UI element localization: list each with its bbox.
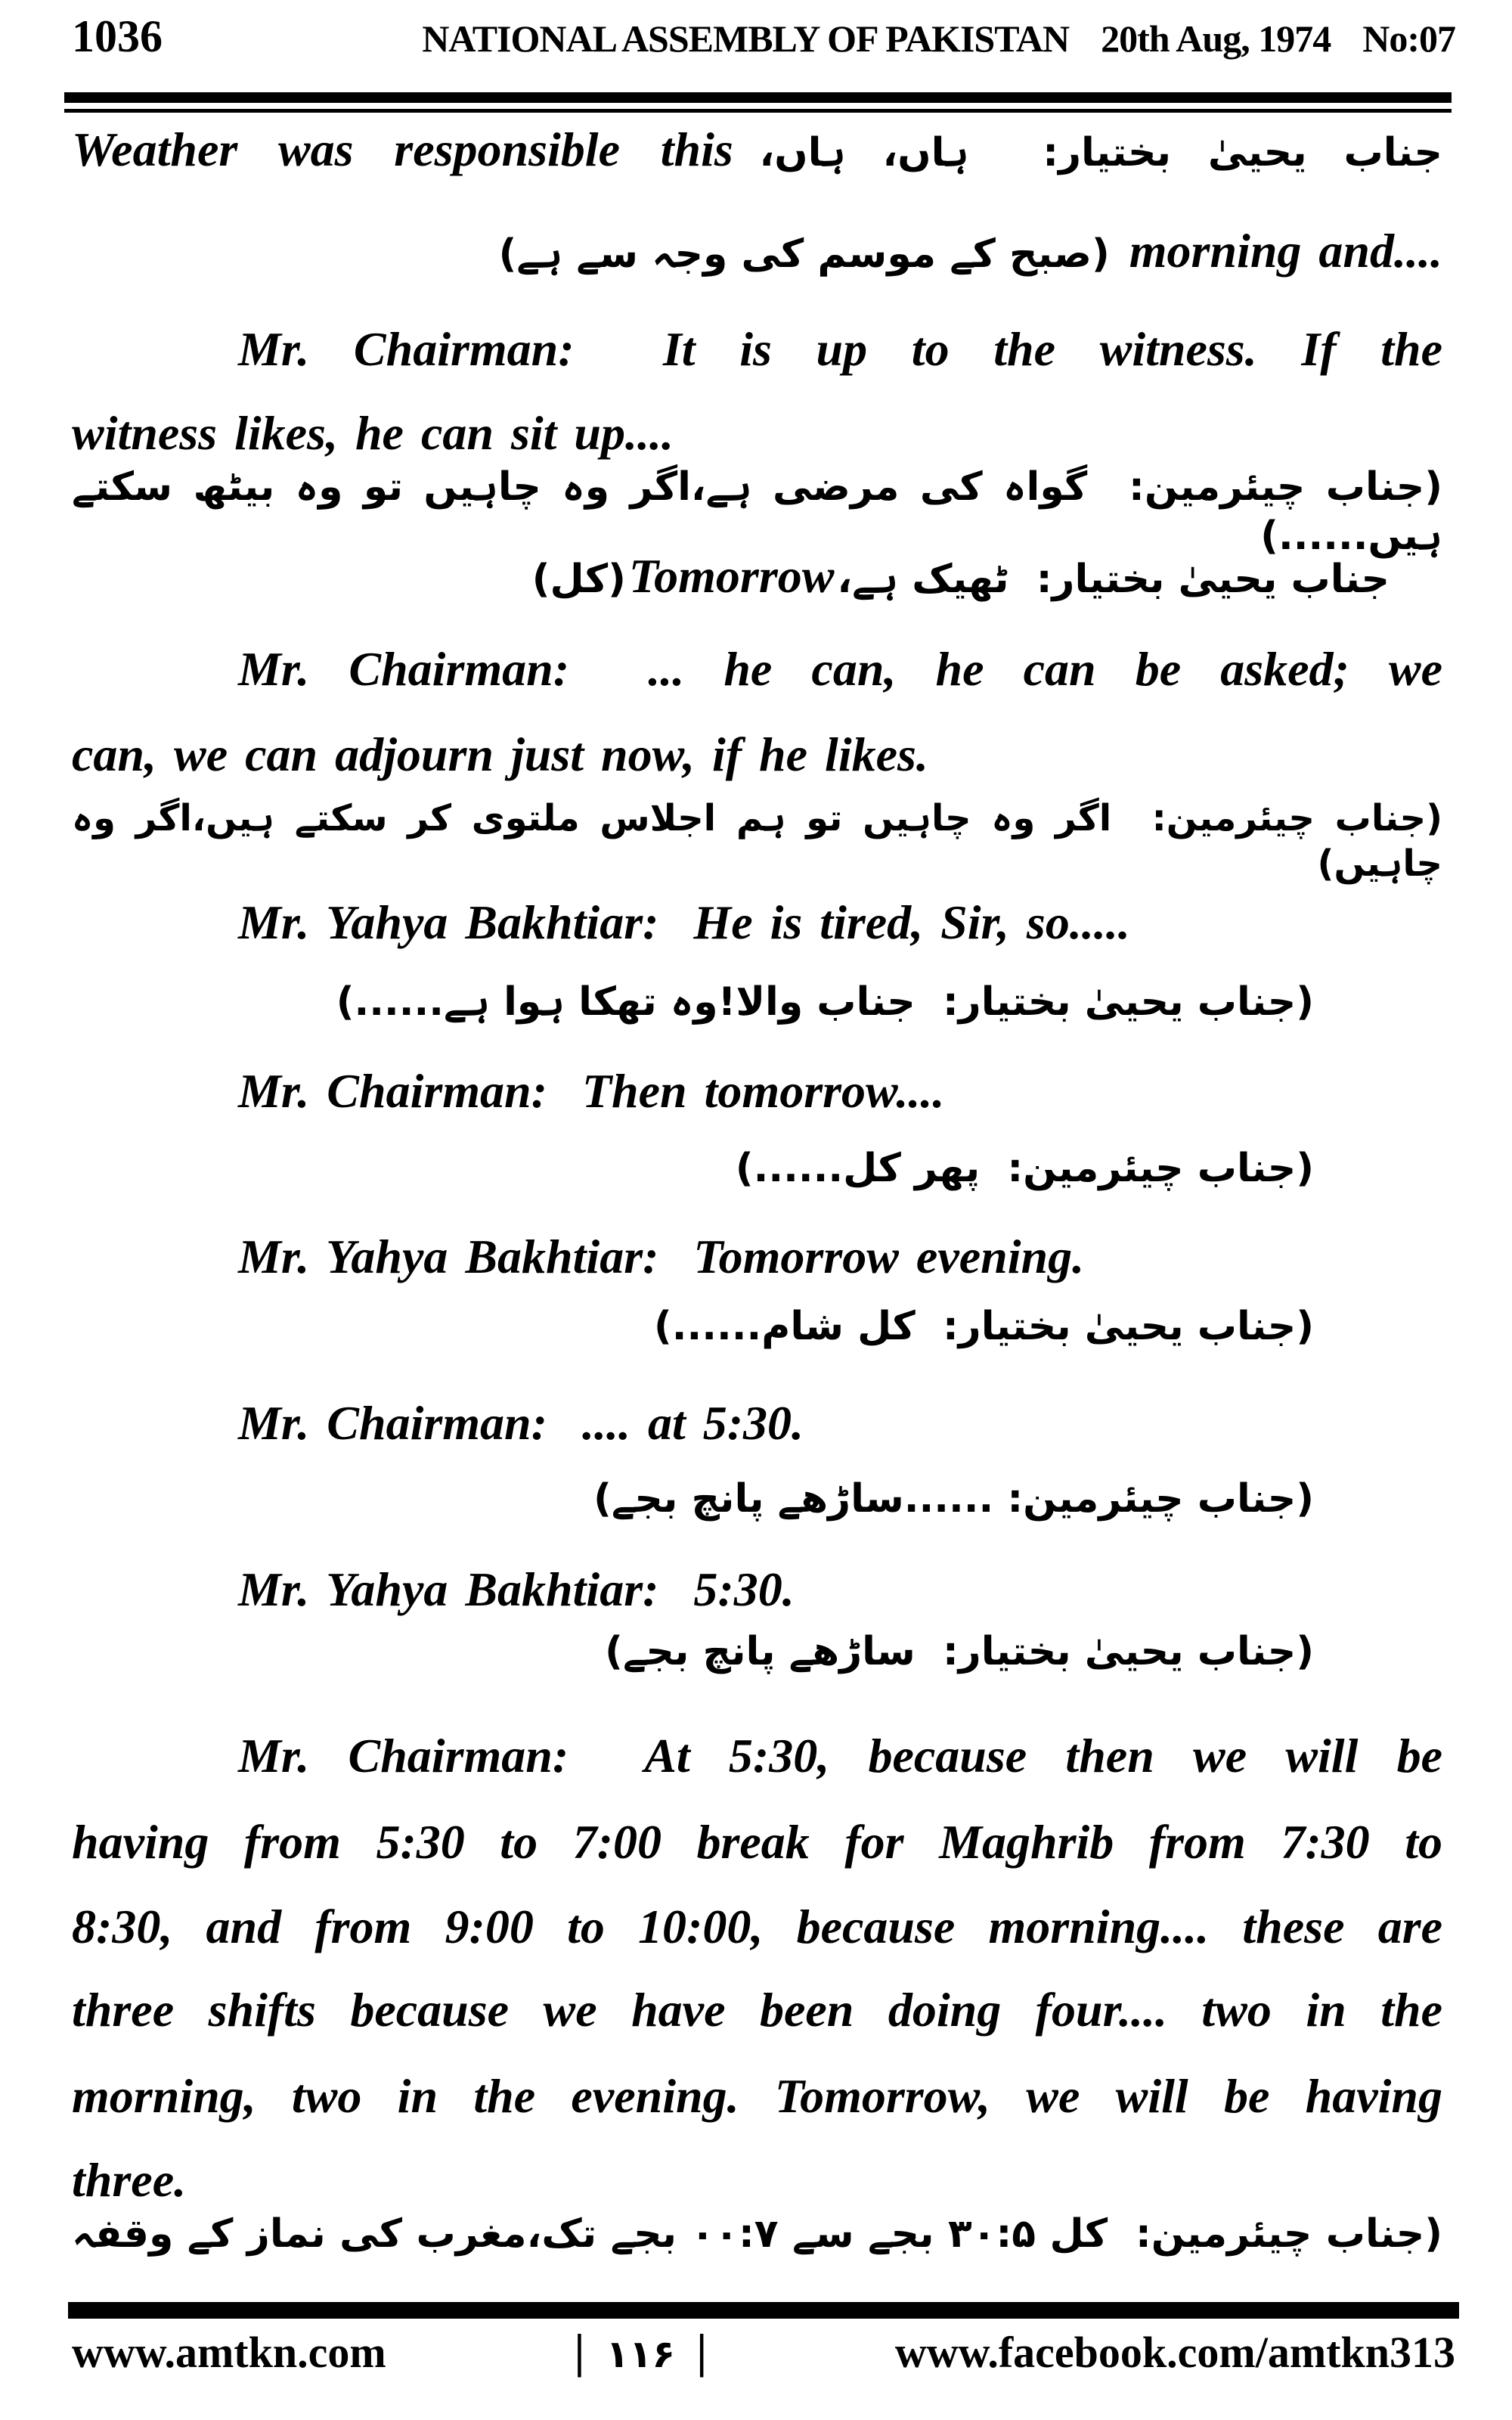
body-line-18: Mr. Yahya Bakhtiar: 5:30. [238,1562,795,1616]
body-line-22: 8:30, and from 9:00 to 10:00, because morning.... these are [72,1900,1442,1953]
body-line-9: (جناب چیئرمین: اگر وہ چاہیں تو ہم اجلاس ملتوی کر سکتے ہیں،اگر وہ چاہیں) [72,797,1442,885]
body-line-12: Mr. Chairman: Then tomorrow.... [238,1064,945,1118]
body-line-11: (جناب یحییٰ بختیار: جناب والا!وہ تھکا ہوا ہے......) [336,979,1314,1025]
body-line-13: (جناب چیئرمین: پھر کل......) [735,1146,1314,1191]
body-line-6 [72,546,1442,607]
body-line-1 [72,119,1442,180]
urdu-text: (صبح کے موسم کی وجہ سے ہے) [498,231,1110,277]
footer-facebook-url: www.facebook.com/amtkn313 [894,2328,1455,2377]
body-line-4: witness likes, he can sit up.... [72,406,674,460]
body-line-24: morning, two in the evening. Tomorrow, we will be having [72,2069,1442,2123]
header-date: 20th Aug, 1974 [1101,17,1331,60]
header-rule-thick [64,92,1452,103]
body-line-16: Mr. Chairman: .... at 5:30. [238,1396,804,1450]
footer-site-url: www.amtkn.com [72,2328,386,2377]
body-line-19: (جناب یحییٰ بختیار: ساڑھے پانچ بجے) [605,1629,1314,1674]
body-line-26: (جناب چیئرمین: کل ۳۰:۵ بجے سے ۰۰:۷ بجے تک،مغرب کی نماز کے وقفہ [72,2211,1442,2257]
page-header [72,11,1455,63]
english-text: Tomorrow [628,549,835,603]
body-line-23: three shifts because we have been doing four.... two in the [72,1983,1442,2037]
body-line-25: three. [72,2153,187,2207]
footer-page-number: ۱۱۶ [606,2332,676,2376]
footer-separator-right: | [696,2324,708,2378]
urdu-text: جناب یحییٰ بختیار: ہاں، ہاں، [759,130,1443,175]
body-line-21: having from 5:30 to 7:00 break for Maghrib from 7:30 to [72,1815,1442,1869]
footer-rule [68,2302,1459,2319]
body-line-7: Mr. Chairman: ... he can, he can be asked; we [238,642,1442,696]
body-line-14: Mr. Yahya Bakhtiar: Tomorrow evening. [238,1230,1085,1283]
page-number: 1036 [72,11,163,61]
english-text: morning and.... [1129,224,1442,278]
body-line-3: Mr. Chairman: It is up to the witness. If the [238,322,1442,376]
body-line-2 [72,221,1442,281]
body-line-15: (جناب یحییٰ بختیار: کل شام......) [653,1304,1314,1349]
header-issue-number: No:07 [1362,17,1455,60]
footer-page-group [574,2323,707,2379]
english-text: Weather was responsible this [72,123,733,176]
body-line-5: (جناب چیئرمین: گواہ کی مرضی ہے،اگر وہ چاہیں تو وہ بیٹھ سکتے ہیں......) [72,464,1442,559]
body-line-10: Mr. Yahya Bakhtiar: He is tired, Sir, so..... [238,895,1130,949]
body-line-8: can, we can adjourn just now, if he likes. [72,728,928,781]
page-footer [72,2323,1455,2379]
header-title: NATIONAL ASSEMBLY OF PAKISTAN [422,17,1070,60]
urdu-text: جناب یحییٰ بختیار: ٹھیک ہے، [837,557,1390,602]
body-line-17: (جناب چیئرمین: ......ساڑھے پانچ بجے) [593,1476,1314,1522]
body-line-20: Mr. Chairman: At 5:30, because then we will be [238,1729,1442,1782]
header-rule-thin [64,109,1452,113]
header-title-group [422,17,1455,60]
footer-separator-left: | [574,2324,585,2378]
urdu-text: (کل) [531,557,626,602]
